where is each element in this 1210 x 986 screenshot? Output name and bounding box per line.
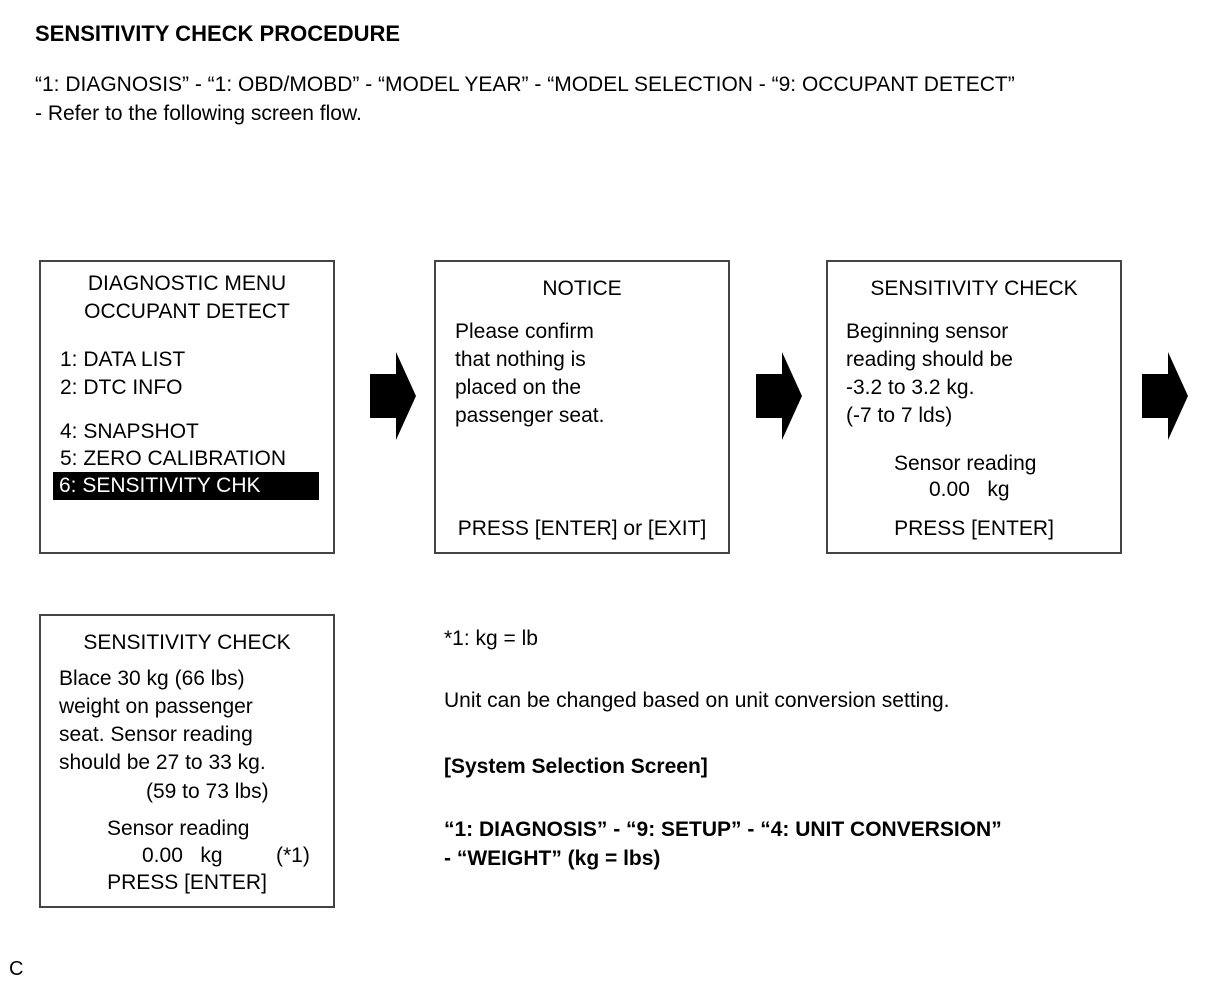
arrow-right-icon	[1142, 352, 1188, 440]
figure-id-label: C	[9, 958, 24, 980]
footnote: *1: kg = lb	[444, 627, 538, 650]
menu-path: “1: DIAGNOSIS” - “1: OBD/MOBD” - “MODEL YEAR” - “MODEL SELECTION - “9: OCCUPANT DETECT”	[35, 73, 1015, 96]
notice-line: that nothing is	[455, 348, 586, 371]
sensor-reading-label: Sensor reading	[894, 452, 1037, 475]
arrow-right-icon	[370, 352, 416, 440]
page-title: SENSITIVITY CHECK PROCEDURE	[35, 21, 401, 46]
footnote-ref: (*1)	[276, 844, 310, 867]
screen-prompt: PRESS [ENTER]	[107, 871, 267, 894]
screen-title: SENSITIVITY CHECK	[870, 277, 1078, 300]
screen-sensitivity-check-start	[826, 260, 1122, 554]
instruction-line: reading should be	[846, 348, 1013, 371]
screen-sensitivity-check-weight	[39, 614, 335, 908]
notice-line: Please confirm	[455, 320, 594, 343]
instruction-line: (-7 to 7 lds)	[846, 404, 953, 427]
instruction-line: -3.2 to 3.2 kg.	[846, 376, 975, 399]
unit-conversion-path-cont: - “WEIGHT” (kg = lbs)	[444, 847, 661, 870]
instruction-line: Beginning sensor	[846, 320, 1009, 343]
instruction-line: Blace 30 kg (66 lbs)	[59, 667, 245, 690]
notice-line: passenger seat.	[455, 404, 605, 427]
menu-item-snapshot: 4: SNAPSHOT	[60, 420, 199, 443]
arrow-right-icon	[756, 352, 802, 440]
screen-title: SENSITIVITY CHECK	[83, 631, 291, 654]
instruction-line: weight on passenger	[59, 695, 253, 718]
screen-prompt: PRESS [ENTER] or [EXIT]	[457, 517, 707, 540]
instruction-line: (59 to 73 lbs)	[146, 780, 269, 803]
menu-item-zero-calibration: 5: ZERO CALIBRATION	[60, 447, 286, 470]
screen-title: DIAGNOSTIC MENU	[87, 272, 287, 295]
notice-line: placed on the	[455, 376, 582, 399]
instruction-line: seat. Sensor reading	[59, 723, 253, 746]
screen-title: NOTICE	[542, 277, 622, 300]
sensor-reading-label: Sensor reading	[107, 817, 250, 840]
sensor-reading-value: 0.00 kg	[929, 478, 1010, 501]
system-selection-heading: [System Selection Screen]	[444, 755, 708, 778]
screen-diagnostic-menu	[39, 260, 335, 554]
unit-note: Unit can be changed based on unit conversion setting.	[444, 689, 950, 712]
menu-item-dtc-info: 2: DTC INFO	[60, 376, 183, 399]
refer-note: - Refer to the following screen flow.	[35, 102, 362, 125]
instruction-line: should be 27 to 33 kg.	[59, 751, 266, 774]
sensor-reading-value: 0.00 kg	[142, 844, 223, 867]
screen-prompt: PRESS [ENTER]	[894, 517, 1054, 540]
menu-item-data-list: 1: DATA LIST	[60, 348, 186, 371]
unit-conversion-path: “1: DIAGNOSIS” - “9: SETUP” - “4: UNIT CONVERSION”	[444, 818, 1002, 841]
screen-notice	[434, 260, 730, 554]
menu-item-sensitivity-chk-selected: 6: SENSITIVITY CHK	[53, 472, 319, 500]
screen-subtitle: OCCUPANT DETECT	[84, 300, 290, 323]
